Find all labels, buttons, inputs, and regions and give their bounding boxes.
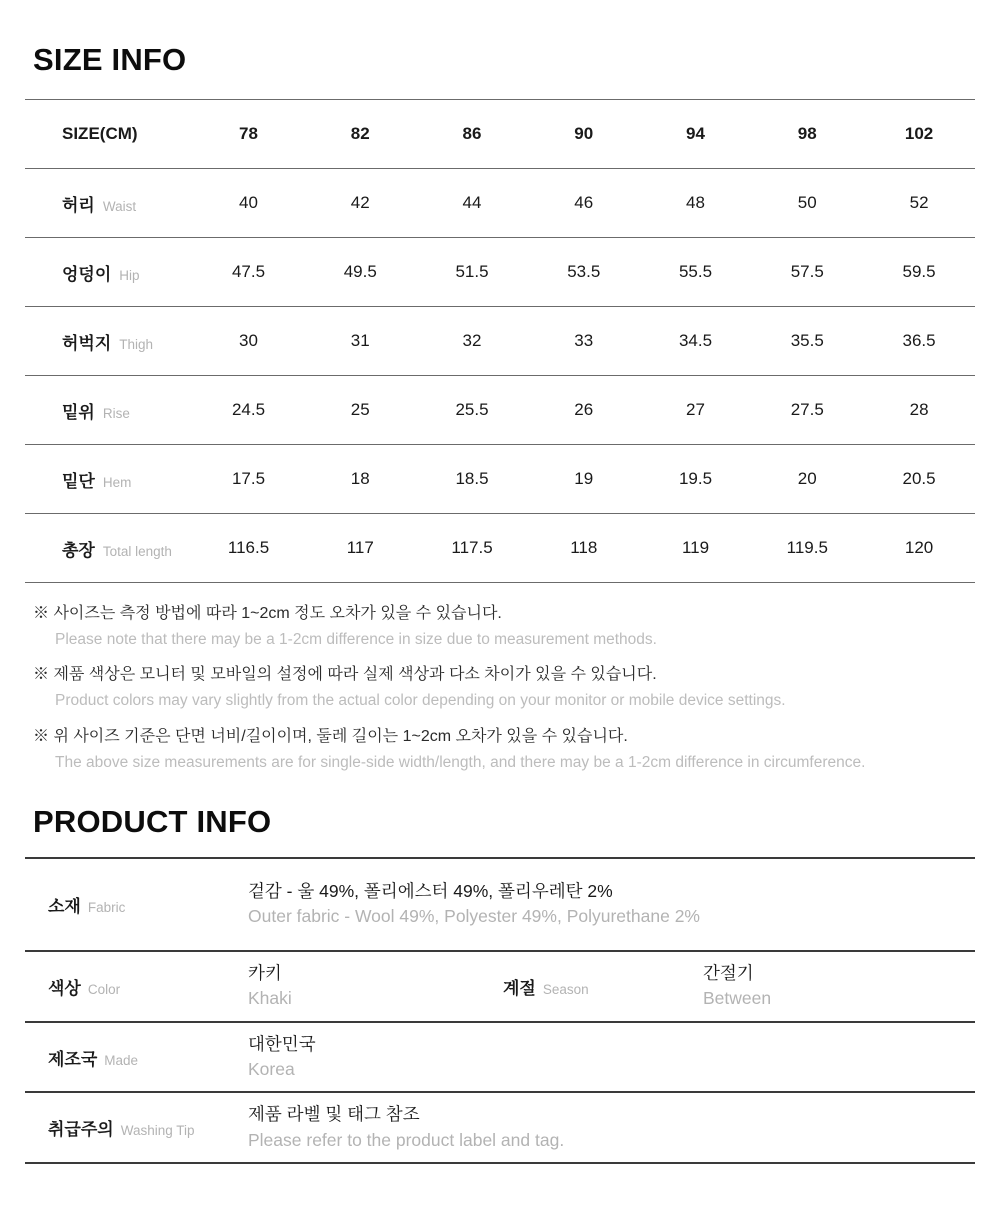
size-value: 36.5 <box>902 331 936 350</box>
size-table <box>25 99 975 583</box>
size-value: 35.5 <box>790 331 824 350</box>
row-label <box>25 514 193 583</box>
product-info-table <box>25 857 975 1164</box>
row-label-kr: 허리 <box>62 195 95 215</box>
product-row-washing-tip <box>25 1093 975 1164</box>
row-label-kr: 밑단 <box>62 471 95 491</box>
product-label-en: Color <box>87 981 121 997</box>
size-value: 19.5 <box>678 469 713 488</box>
row-label-en: Waist <box>102 198 137 214</box>
row-label <box>25 307 193 376</box>
note-korean: ※ 제품 색상은 모니터 및 모바일의 설정에 따라 실제 색상과 다소 차이가 있을 수 있습니다. <box>33 666 657 684</box>
product-label-en: Season <box>542 981 589 997</box>
row-label <box>25 238 193 307</box>
product-value-kr: 겉감 - 울 49%, 폴리에스터 49%, 폴리우레탄 2% <box>248 881 613 902</box>
size-value: 119 <box>681 538 710 557</box>
product-value-en: Outer fabric - Wool 49%, Polyester 49%, Polyurethane 2% <box>248 906 700 927</box>
row-label <box>25 445 193 514</box>
size-value: 25 <box>350 400 370 419</box>
size-value: 30 <box>239 331 258 350</box>
product-value-kr: 간절기 <box>703 962 754 983</box>
size-value: 19 <box>574 469 594 488</box>
note-english: The above size measurements are for single-side width/length, and there may be a 1-2cm difference in circumference. <box>55 753 866 771</box>
size-value: 40 <box>239 193 258 212</box>
product-value-kr: 카키 <box>248 962 282 983</box>
row-label-en: Hip <box>119 267 140 283</box>
note-korean: ※ 위 사이즈 기준은 단면 너비/길이이며, 둘레 길이는 1~2cm 오차가 있을 수 있습니다. <box>33 727 628 745</box>
product-label-kr: 제조국 <box>48 1049 98 1069</box>
product-row-fabric <box>25 859 975 952</box>
row-label <box>25 169 193 238</box>
note-item <box>33 600 975 652</box>
measurement-row-thigh <box>25 307 975 376</box>
row-label-kr: 총장 <box>62 540 95 560</box>
size-info-title: SIZE INFO <box>33 42 187 77</box>
product-value-kr: 대한민국 <box>248 1033 316 1054</box>
row-label-kr: 밑위 <box>62 402 95 422</box>
product-label-kr: 소재 <box>48 896 81 916</box>
size-header-label: SIZE(CM) <box>62 124 138 143</box>
size-value: 33 <box>574 331 594 350</box>
size-value: 27 <box>686 400 705 419</box>
size-value: 53.5 <box>567 262 601 281</box>
size-notes <box>33 600 975 775</box>
product-value <box>248 1102 975 1153</box>
size-value: 116.5 <box>227 538 270 557</box>
size-col-header: 94 <box>686 124 705 143</box>
product-label <box>25 892 248 917</box>
note-english: Product colors may vary slightly from the actual color depending on your monitor or mobile device settings. <box>55 692 786 710</box>
product-label <box>25 974 248 999</box>
row-label-en: Thigh <box>119 336 154 352</box>
size-value: 117 <box>346 538 374 557</box>
measurement-row-hip <box>25 238 975 307</box>
row-label <box>25 376 193 445</box>
note-item <box>33 723 975 775</box>
product-value-en: Between <box>703 988 772 1009</box>
size-value: 20 <box>797 469 817 488</box>
size-value: 20.5 <box>902 469 936 488</box>
size-value: 46 <box>574 193 594 212</box>
product-label-en: Washing Tip <box>120 1123 195 1139</box>
product-label-kr: 색상 <box>48 978 81 998</box>
product-label <box>25 1115 248 1140</box>
size-value: 59.5 <box>902 262 936 281</box>
measurement-row-rise <box>25 376 975 445</box>
product-label-en: Made <box>104 1052 139 1068</box>
size-value: 32 <box>462 331 482 350</box>
size-value: 42 <box>350 193 370 212</box>
product-row-color-season <box>25 952 975 1023</box>
product-value-en: Khaki <box>248 988 292 1009</box>
size-value: 18 <box>350 469 370 488</box>
size-col-header: 78 <box>239 124 258 143</box>
measurement-row-hem <box>25 445 975 514</box>
size-value: 49.5 <box>343 262 377 281</box>
size-value: 18.5 <box>455 469 489 488</box>
size-value: 31 <box>350 331 370 350</box>
size-value: 51.5 <box>455 262 489 281</box>
size-table-header-row <box>25 100 975 169</box>
product-label-kr: 계절 <box>503 978 536 998</box>
size-value: 25.5 <box>455 400 489 419</box>
product-value <box>703 961 975 1012</box>
product-value-kr: 제품 라벨 및 태그 참조 <box>248 1104 420 1125</box>
size-value: 44 <box>462 193 482 212</box>
size-value: 27.5 <box>790 400 824 419</box>
size-value: 55.5 <box>678 262 713 281</box>
note-korean: ※ 사이즈는 측정 방법에 따라 1~2cm 정도 오차가 있을 수 있습니다. <box>33 605 502 622</box>
note-item <box>33 661 975 713</box>
size-value: 57.5 <box>790 262 824 281</box>
product-value <box>248 1032 975 1083</box>
size-col-header: 90 <box>574 124 594 143</box>
product-value <box>248 961 503 1012</box>
size-value: 52 <box>909 193 929 212</box>
row-label-en: Total length <box>102 543 172 559</box>
product-value-en: Korea <box>248 1059 295 1080</box>
size-value: 120 <box>904 538 934 557</box>
size-value: 34.5 <box>678 331 713 350</box>
product-row-made <box>25 1023 975 1094</box>
product-label-en: Fabric <box>87 899 126 915</box>
size-col-header: 102 <box>904 124 934 143</box>
product-label <box>503 974 703 999</box>
size-value: 47.5 <box>231 262 266 281</box>
size-value: 48 <box>686 193 705 212</box>
product-value <box>248 879 975 930</box>
size-value: 119.5 <box>786 538 828 557</box>
row-label-en: Hem <box>102 474 132 490</box>
size-value: 17.5 <box>231 469 266 488</box>
row-label-kr: 허벅지 <box>62 333 112 353</box>
size-value: 50 <box>797 193 817 212</box>
product-info-title: PRODUCT INFO <box>33 803 272 839</box>
size-value: 24.5 <box>231 400 266 419</box>
product-value-en: Please refer to the product label and tag. <box>248 1129 565 1150</box>
row-label-en: Rise <box>102 405 130 421</box>
product-label <box>25 1045 248 1070</box>
size-col-header: 82 <box>350 124 370 143</box>
size-value: 118 <box>570 538 598 557</box>
row-label-kr: 엉덩이 <box>62 264 112 284</box>
product-label-kr: 취급주의 <box>48 1120 114 1140</box>
size-col-header: 98 <box>797 124 817 143</box>
measurement-row-waist <box>25 169 975 238</box>
note-english: Please note that there may be a 1-2cm difference in size due to measurement methods. <box>55 631 657 649</box>
size-value: 26 <box>574 400 594 419</box>
size-col-header: 86 <box>462 124 482 143</box>
size-value: 117.5 <box>451 538 493 557</box>
measurement-row-total-length <box>25 514 975 583</box>
size-value: 28 <box>909 400 929 419</box>
